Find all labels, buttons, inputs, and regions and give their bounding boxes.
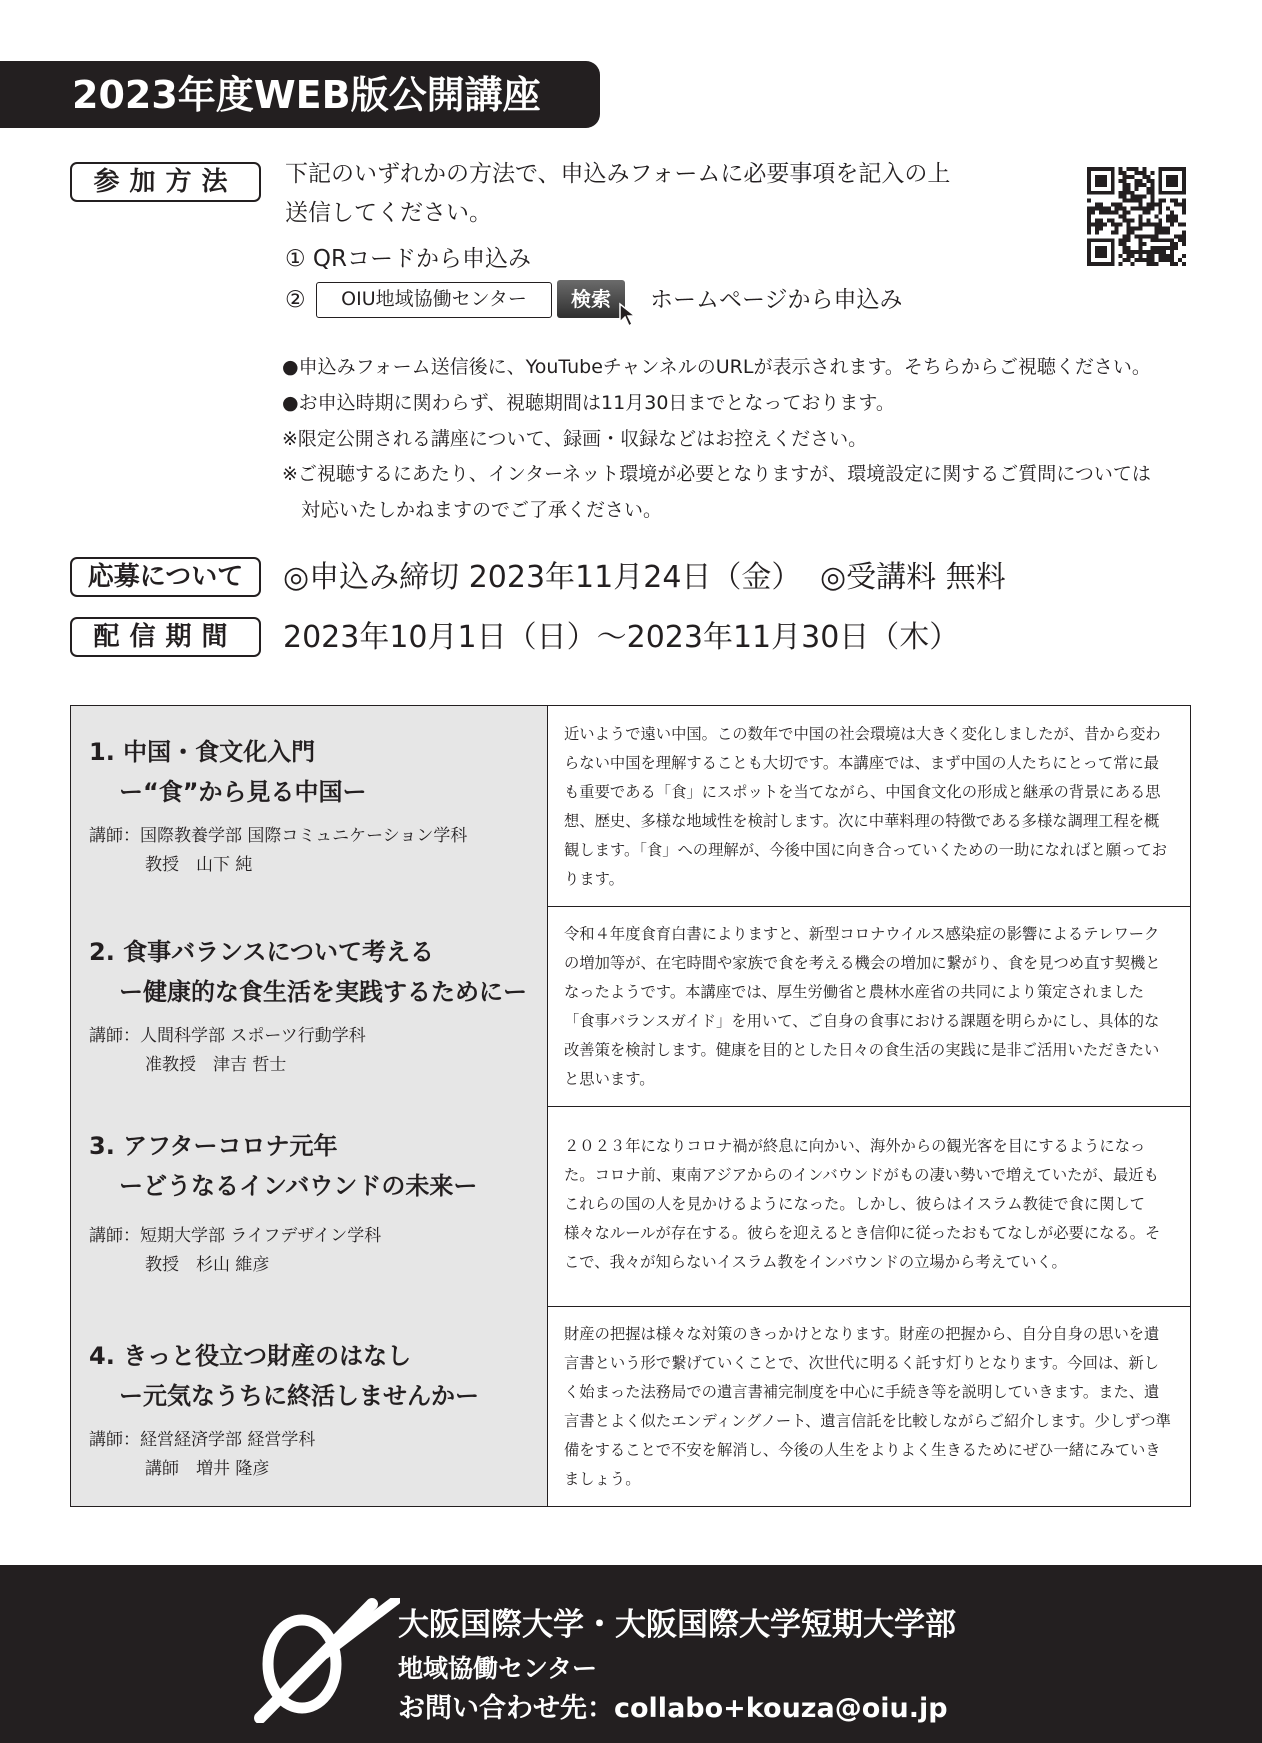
application-fee: ◎受講料 無料 [820,560,1006,595]
participation-label: 参加方法 [70,162,261,202]
streaming-period: 2023年10月1日（日）～2023年11月30日（木） [283,620,960,655]
footer-org: 大阪国際大学・大阪国際大学短期大学部 [398,1607,956,1643]
course-description: 財産の把握は様々な対策のきっかけとなります。財産の把握から、自分自身の思いを遺言書という形で繋げていくことで、次世代に明るく託す灯りとなります。今回は、新しく始まった法務局での遺言書補完制度を中心に手続き等を説明していきます。また、遺言書とよく似たエンディングノート、遺言信託を比較しながらご紹介します。少しずつ準備をすることで不安を解消し、今後の人生をよりよく生きるためにぜひ一緒にみていきましょう。 [564,1325,1171,1488]
course-title: 1. 中国・食文化入門 [89,738,316,766]
course-title: 4. きっと役立つ財産のはなし [89,1342,412,1370]
application-label: 応募について [70,557,261,597]
course-lecturer-name: 准教授 津吉 哲士 [145,1055,287,1075]
course-info-cell [71,1106,548,1306]
method-web-text: ホームページから申込み [650,287,903,313]
participation-intro-line1: 下記のいずれかの方法で、申込みフォームに必要事項を記入の上 [285,161,951,187]
course-info-cell [71,906,548,1106]
course-lecturer-name: 教授 杉山 維彦 [145,1255,270,1275]
cursor-icon [618,302,642,328]
note-4: ※ご視聴するにあたり、インターネット環境が必要となりますが、環境設定に関するご質問については [282,463,1151,485]
course-lecturer-name: 教授 山下 純 [145,855,253,875]
search-input: OIU地域協働センター [316,282,552,318]
course-row [71,906,1190,1106]
streaming-label: 配信期間 [70,617,261,657]
page-title: 2023年度WEB版公開講座 [72,73,541,117]
footer-contact: お問い合わせ先：collabo+kouza@oiu.jp [398,1693,948,1724]
course-description: 近いようで遠い中国。この数年で中国の社会環境は大きく変化しましたが、昔から変わらない中国を理解することも大切です。本講座では、まず中国の人たちにとって常に最も重要である「食」にスポットを当てながら、中国食文化の形成と継承の背景にある思想、歴史、多様な地域性を検討します。次に中華料理の特徴である多様な調理工程を概観します。「食」への理解が、今後中国に向き合っていくための一助になればと願っております。 [564,725,1168,888]
search-button: 検索 [557,280,625,318]
method-qr: ① QRコードから申込み [285,246,532,272]
note-1: ●申込みフォーム送信後に、YouTubeチャンネルのURLが表示されます。そちらからご視聴ください。 [282,356,1151,378]
course-row [71,1106,1190,1306]
course-subtitle: ー健康的な食生活を実践するためにー [119,978,527,1006]
course-title: 2. 食事バランスについて考える [89,938,434,966]
course-subtitle: ー“食”から見る中国ー [119,778,367,806]
note-5: 対応いたしかねますのでご了承ください。 [282,499,663,521]
note-2: ●お申込時期に関わらず、視聴期間は11月30日までとなっております。 [282,392,895,414]
course-description: 令和４年度食育白書によりますと、新型コロナウイルス感染症の影響によるテレワークの増加等が、在宅時間や家族で食を考える機会の増加に繋がり、食を見つめ直す契機となったようです。本講座では、厚生労働省と農林水産省の共同により策定されました「食事バランスガイド」を用いて、ご自身の食事における課題を明らかにし、具体的な改善策を検討します。健康を目的とした日々の食生活の実践に是非ご活用いただきたいと思います。 [564,925,1161,1088]
footer-center: 地域協働センター [398,1654,598,1683]
course-subtitle: ー元気なうちに終活しませんかー [119,1382,479,1410]
course-table [70,705,1191,1507]
note-3: ※限定公開される講座について、録画・収録などはお控えください。 [282,428,868,450]
application-deadline: ◎申込み締切 2023年11月24日（金） [283,560,802,595]
course-info-cell [71,706,548,906]
qr-code-icon [1087,167,1186,266]
method-web-number: ② [285,287,306,313]
course-lecturer-dept: 講師：短期大学部 ライフデザイン学科 [89,1226,382,1246]
course-lecturer-dept: 講師：人間科学部 スポーツ行動学科 [89,1026,366,1046]
course-lecturer-dept: 講師：国際教養学部 国際コミュニケーション学科 [89,826,468,846]
course-title: 3. アフターコロナ元年 [89,1132,338,1160]
course-lecturer-name: 講師 増井 隆彦 [145,1459,270,1479]
university-logo-icon [250,1598,400,1723]
course-row [71,1306,1190,1506]
course-info-cell [71,1306,548,1506]
course-subtitle: ーどうなるインバウンドの未来ー [119,1172,478,1200]
participation-intro-line2: 送信してください。 [285,200,492,226]
course-lecturer-dept: 講師：経営経済学部 経営学科 [89,1430,316,1450]
course-description: ２０２３年になりコロナ禍が終息に向かい、海外からの観光客を目にするようになった。コロナ前、東南アジアからのインバウンドがもの凄い勢いで増えていたが、最近もこれらの国の人を見かけるようになった。しかし、彼らはイスラム教徒で食に関して様々なルールが存在する。彼らを迎えるとき信仰に従ったおもてなしが必要になる。そこで、我々が知らないイスラム教をインバウンドの立場から考えていく。 [564,1137,1161,1271]
course-row [71,706,1190,906]
